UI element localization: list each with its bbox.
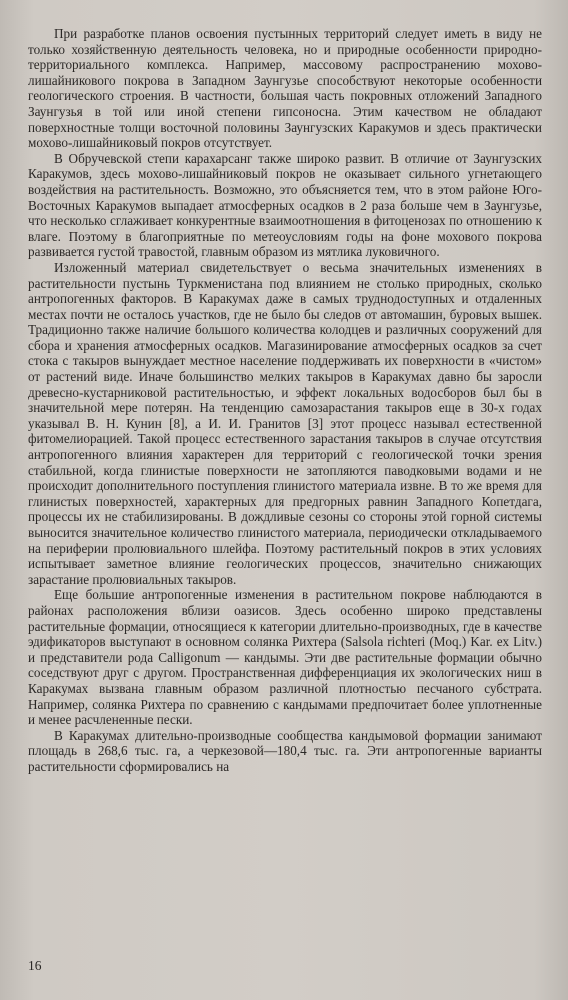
page-number: 16 [28, 958, 42, 973]
paragraph-1: При разработке планов освоения пустынных территорий следует иметь в виду не только хозяйственную деятельность человека, но и природные особенности природно-территориального комплекса. Например, массовому распространению мохово-лишайникового покрова в Западном Заунгузье способствуют некоторые особенности геологического строения. В частности, большая часть покровных отложений Западного Заунгузья в той или иной степени гипсоносна. Этим качеством не обладают поверхностные толщи восточной половины Заунгузских Каракумов и здесь практически мохово-лишайниковый покров отсутствует. [28, 26, 542, 151]
paragraph-4: Еще большие антропогенные изменения в растительном покрове наблюдаются в районах расположения вблизи оазисов. Здесь особенно широко представлены растительные формации, относящиеся к категории длительно-производных, где в качестве эдификаторов выступают в основном солянка Рихтера (Salsola richteri (Moq.) Kar. ex Litv.) и представители рода Calligonum — кандымы. Эти две растительные формации обычно соседствуют друг с другом. Пространственная дифференциация их экологических ниш в Каракумах вызвана главным образом различной плотностью песчаного субстрата. Например, солянка Рихтера по сравнению с кандымами предпочитает более уплотненные и менее расчлененные пески. [28, 587, 542, 728]
body-text [28, 26, 542, 775]
paragraph-3: Изложенный материал свидетельствует о весьма значительных изменениях в растительности пустынь Туркменистана под влиянием не столько природных, сколько антропогенных факторов. В Каракумах даже в самых труднодоступных и отдаленных местах почти не осталось участков, где не было бы следов от автомашин, буровых вышек. Традиционно также наличие большого количества колодцев и различных сооружений для сбора и хранения атмосферных осадков. Магазинирование атмосферных осадков за счет стока с такыров вынуждает местное население поддерживать их поверхности в «чистом» от растений виде. Иначе большинство мелких такыров в Каракумах давно бы заросли древесно-кустарниковой растительностью, и эффект локальных водосборов был бы в значительной мере потерян. На тенденцию самозарастания такыров еще в 30-х годах указывал В. Н. Кунин [8], а И. И. Гранитов [3] этот процесс называл естественной фитомелиорацией. Такой процесс естественного зарастания такыров в случае отсутствия антропогенного влияния характерен для территорий с геологической точки зрения стабильной, когда глинистые поверхности не затопляются паводковыми водами и не происходит дополнительного поступления глинистого материала извне. В то же время для глинистых поверхностей, характерных для предгорных равнин Западного Копетдага, процессы их не стабилизированы. В дождливые сезоны со стороны этой горной системы выносится значительное количество глинистого материала, периодически откладываемого на периферии пролювиального шлейфа. Поэтому растительный покров в этих условиях испытывает заметное влияние геологических процессов, значительно снижающих зарастание пролювиальных такыров. [28, 259, 542, 587]
paragraph-2: В Обручевской степи карахарсанг также широко развит. В отличие от Заунгузских Каракумов, здесь мохово-лишайниковый покров не оказывает сильного угнетающего воздействия на растительность. Возможно, это объясняется тем, что в этом районе Юго-Восточных Каракумов выпадает атмосферных осадков в 2 раза больше чем в Заунгузье, что несколько сглаживает конкурентные взаимоотношения в фитоценозах по отношению к влаге. Поэтому в благоприятные по метеоусловиям годы на фоне мохового покрова развивается густой травостой, главным образом из мятлика луковичного. [28, 150, 542, 260]
paragraph-5: В Каракумах длительно-производные сообщества кандымовой формации занимают площадь в 268,6 тыс. га, а черкезовой—180,4 тыс. га. Эти антропогенные варианты растительности сформировались на [28, 727, 542, 774]
